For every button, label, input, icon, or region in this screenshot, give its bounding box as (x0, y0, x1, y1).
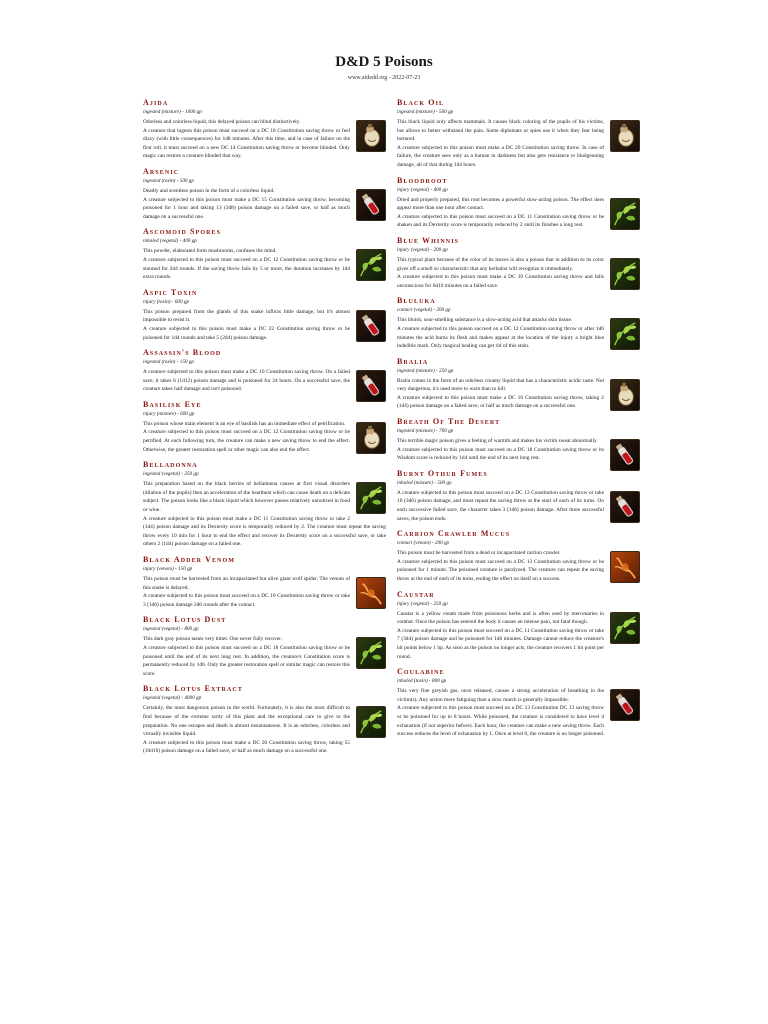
poison-paragraph: Caustar is a yellow cream made from poisonous herbs and is often used by mercenaries in combat. Once the poison has entered the body it causes an intense pain, not fatal though. (397, 610, 604, 626)
poison-description (143, 368, 386, 394)
poison-entry (143, 348, 386, 394)
scroll-icon (356, 120, 386, 152)
vial-icon (610, 689, 640, 721)
poison-name: Belladonna (143, 460, 198, 470)
poison-paragraph: This poison prepared from the glands of this snake inflicts little damage, but it's almost impossible to resist it. (143, 308, 350, 324)
scroll-icon (610, 379, 640, 411)
poison-name: Black Oil (397, 98, 445, 107)
vial-icon (356, 370, 386, 402)
poison-name: Bloodroot (397, 175, 448, 185)
poison-meta: ingested (mixture) - 700 gp (397, 428, 454, 435)
poison-entry (397, 296, 640, 350)
poison-entry (397, 667, 640, 739)
poison-entry (397, 590, 640, 662)
poison-entry (143, 555, 386, 609)
poison-name: Ascomoid Spores (143, 227, 222, 237)
poison-paragraph: A creature subjected to this poison must make a DC 10 Constitution saving throw and falls unconscious for 6d10 minutes on a failed save. (397, 274, 604, 289)
poison-paragraph: Bralia comes in the form of an odorless creamy liquid that has a characteristic acidic taste. Not very dangerous, it's used more to warn than to kill. (397, 377, 604, 393)
poison-meta: inhaled (vegetal) - 400 gp (143, 238, 197, 245)
orange-icon (610, 551, 640, 583)
poison-paragraph: A creature subjected to this poison must succeed on a DC 13 Constitution saving throw or be poisoned for 1 minute. The poisoned creature is paralyzed. The creature can repeat the saving throw at the end of each of its turns, ending the effect on itself on a success. (397, 558, 604, 582)
poison-name: Black Lotus Dust (143, 615, 227, 625)
poison-entry (397, 529, 640, 583)
poison-meta: injury (vegetal) - 200 gp (397, 246, 448, 253)
poison-meta: ingested (mixture) - 1000 gp (143, 109, 202, 115)
poison-description (397, 118, 640, 170)
poison-paragraph: Dried and properly prepared, this root becomes a powerful slow-acting poison. The effect does appear more than one hour after contact. (397, 196, 604, 212)
poison-meta: injury (toxin) - 600 gp (143, 298, 190, 305)
scroll-icon (610, 120, 640, 152)
poison-name: Caustar (397, 589, 435, 599)
poison-description (397, 316, 640, 350)
poison-paragraph: This dark gray poison tastes very bitter. One never fully recover. (143, 636, 282, 643)
poison-paragraph: This poison whose main element is an eye of basilisk has an immediate effect of petrification. (143, 420, 346, 427)
page-subtitle: www.aidedd.org - 2022-07-23 (347, 75, 421, 81)
poison-paragraph: A creature subjected to this poison must make a DC 16 Constitution saving throw, taking 2 (1d4) poison damage on a failed save, or half as much damage on a successful one. (397, 394, 604, 410)
poison-description (143, 420, 386, 454)
poison-paragraph: A creature subjected to this poison must make a DC 20 Constitution saving throw, taking 55 (10d10) poison damage on a failed save, or half as much damage on a successful one. (143, 739, 350, 755)
poison-meta: ingested (mixture) - 250 gp (397, 367, 454, 374)
poison-paragraph: A creature subjected to this poison must make a DC 20 Constitution saving throw. In case of failure, the creature sees only as a human in darkness but also gets resistance to bludgeoning damage, all of that during 1d4 hours. (397, 144, 604, 168)
poison-meta: ingested (vegetal) - 800 gp (143, 626, 199, 633)
poison-name: Arsenic (143, 166, 180, 176)
poison-entry (397, 469, 640, 523)
poison-entry (143, 615, 386, 678)
poison-entry (143, 167, 386, 221)
poison-paragraph: A creature subjected to this poison must succeed on a DC 11 Constitution saving throw or be shaken and its Dexterity score is temporarily reduced by 2 until its finishes a long rest. (397, 213, 604, 229)
poison-description (143, 480, 386, 549)
poison-description (143, 635, 386, 678)
poison-paragraph: A creature subjected to this poison must succeed on a DC 12 Constitution saving throw or be petrified. At each following turn, the creature can make a new saving throw to end the effect. Otherwise, the greater restoration spell or other magic can also end the effect. (143, 429, 350, 453)
poison-description (397, 687, 640, 739)
poison-description (143, 187, 386, 221)
poison-entry (397, 417, 640, 463)
poison-description (143, 704, 386, 756)
leaf-icon (610, 318, 640, 350)
vial-icon (356, 189, 386, 221)
poison-name: Black Adder Venom (143, 555, 236, 564)
poison-meta: ingested (mixture) - 500 gp (397, 109, 454, 115)
poison-paragraph: This terrible magic poison gives a feeling of warmth and makes his victim sweat abnormally. (397, 438, 598, 445)
poison-name: Black Lotus Extract (143, 684, 243, 694)
page-title: D&D 5 Poisons (335, 54, 433, 70)
poison-paragraph: A creature that ingests this poison must succeed on a DC 18 Constitution saving throw or feel dizzy (with little consequences) for 1d8 minutes. After this time, and in case of failure on the first roll, it must succeed on a new DC 14 Constitution saving throw or become blinded. Only magic can restore a creature blinded that way. (143, 127, 350, 160)
poison-entry (397, 357, 640, 411)
poison-description (397, 196, 640, 230)
poison-description (397, 549, 640, 583)
poison-name: Aspic Toxin (143, 287, 198, 297)
poison-description (143, 308, 386, 342)
poison-entry (143, 460, 386, 549)
poison-paragraph: A creature subjected to this poison must succeed on a DC 11 Constitution saving throw or take 7 (3d4) poison damage and be poisoned for 1d6 minutes. Damage cannot reduce the creature's hit points below 1 hp. As soon as the poison no longer acts, the creature recovers 1 hit point per round. (397, 627, 604, 660)
poison-entry (143, 288, 386, 342)
poison-name: Basilisk Eye (143, 399, 202, 409)
poison-meta: ingested (vegetal) - 4000 gp (143, 695, 202, 702)
poison-paragraph: This preparation based on the black berries of belladonna causes at first visual disorders (dilation of the pupils) then an acceleration of the heartbeat which can cause death on a delicate subject. The poison looks like a black liquid which however passes relatively unnoticed in food or wine. (143, 481, 350, 514)
poison-description (397, 437, 640, 463)
poison-entry (143, 400, 386, 454)
leaf-icon (356, 249, 386, 281)
poison-name: Coulabine (397, 667, 445, 677)
poison-paragraph: A creature subjected to this poison must succeed on a DC 18 Constitution saving throw or its Wisdom score is reduced by 1d4 until the end of its next long rest. (397, 446, 604, 462)
leaf-icon (356, 482, 386, 514)
leaf-icon (610, 258, 640, 290)
poison-name: Carrion Crawler Mucus (397, 529, 511, 539)
scroll-icon (356, 422, 386, 454)
poison-paragraph: A creature subjected to this poison must succeed on a DC 12 Constitution saving throw or be stunned for 2d4 rounds. If the saving throw fails by 5 or more, the duration increases by 1d4 extra rounds. (143, 256, 350, 281)
leaf-icon (356, 706, 386, 738)
leaf-icon (610, 612, 640, 644)
poison-description (397, 610, 640, 662)
poison-name: Bluluka (397, 296, 436, 306)
poison-paragraph: Deadly and scentless poison in the form of a colorless liquid. (143, 187, 275, 194)
poison-name: Breath Of The Desert (397, 417, 501, 427)
poison-entry (397, 176, 640, 230)
poison-paragraph: This typical plant because of the color of its leaves is also a poison that in addition to its color gives off a smell so characteristic that any herbalist will recognize it immediately. (397, 256, 604, 272)
poison-description (397, 256, 640, 290)
poison-meta: ingested (vegetal) - 250 gp (143, 471, 199, 478)
poison-entry (397, 236, 640, 290)
poison-name: Burnt Othur Fumes (397, 468, 488, 478)
poison-entry (143, 227, 386, 281)
poison-paragraph: This very fine greyish gas, once released, causes a strong acceleration of breathing in the victim(s). Any action more fatiguing than a slow march is generally impossible. (397, 688, 604, 703)
poison-paragraph: A creature subjected to this poison must succeed on a DC 13 Constitution saving throw or take 10 (3d6) poison damage, and must repeat the saving throw at the start of each of its turns. On each successive failed save, the character takes 3 (1d6) poison damage. After three successful saves, the poison ends. (397, 489, 604, 522)
poison-paragraph: This bluish, sour-smelling substance is a slow-acting acid that attacks skin tissue. (397, 317, 573, 324)
left-column (143, 98, 386, 762)
poison-description (143, 118, 386, 161)
poison-meta: contact (venom) - 200 gp (397, 540, 450, 547)
poison-description (397, 489, 640, 523)
right-column (397, 98, 640, 745)
poison-name: Assassin's Blood (143, 348, 222, 358)
vial-icon (356, 310, 386, 342)
poison-description (143, 575, 386, 609)
poison-name: Bralia (397, 356, 429, 366)
poison-paragraph: A creature subjected to this poison must succeed on a DC 10 Constitution saving throw or take 3 (1d6) poison damage 2d6 rounds after the contact. (143, 593, 350, 608)
poison-meta: injury (vegetal) - 400 gp (397, 186, 448, 193)
poison-meta: inhaled (mixture) - 500 gp (397, 479, 452, 486)
vial-icon (610, 491, 640, 523)
poison-entry (143, 98, 386, 161)
poison-paragraph: A creature subjected to this poison must succeed on a DC 13 Constitution DC 13 saving throw or be poisoned for up to 8 hours. While poisoned, the creature is considered to have level 4 exhaustion (if not superior before). Each hour, the creature can make a new saving throw. Each success reduces the level of exhaustion by 1. Once at level 0, the creature is no longer poisoned. (397, 705, 605, 738)
poison-paragraph: Certainly, the most dangerous poison in the world. Fortunately, it is also the most difficult to find because of the extreme rarity of this plant and the exceptional care to give to the preparation. No one escapes and death is almost instantaneous. It is an odorless, colorless and virtually invisible liquid. (143, 705, 350, 738)
leaf-icon (610, 198, 640, 230)
poison-paragraph: This black liquid only affects mammals. It causes black coloring of the pupils of his victims, but allows to better withstand the pain. Some diplomats or spies use it when they fear being tortured. (397, 119, 604, 143)
poison-name: Blue Whinnis (397, 235, 460, 245)
poison-meta: ingested (toxin) - 150 gp (143, 359, 194, 366)
poison-paragraph: A creature subjected to this poison must make a DC 10 Constitution saving throw. On a failed save, it takes 6 (1d12) poison damage and is poisoned for 24 hours. On a successful save, the creature takes half damage and isn't poisoned. (143, 369, 350, 393)
vial-icon (610, 439, 640, 471)
poison-meta: injury (mixture) - 600 gp (143, 410, 195, 417)
orange-icon (356, 577, 386, 609)
poison-meta: injury (venom) - 150 gp (143, 566, 193, 572)
poison-description (143, 247, 386, 281)
poison-paragraph: A creature subjected to this poison succeed on a DC 12 Constitution saving throw or after 1d6 minutes the acid burns its flesh and makes appear at the location of the injury a bright blue indelible mark. Only magical healing can get rid of this stain. (397, 325, 604, 350)
leaf-icon (356, 637, 386, 669)
poison-paragraph: A creature subjected to this poison must make a DC 11 Constitution saving throw or take 2 (1d4) poison damage and its Dexterity score is temporarily reduced by 2. The creature must repeat the saving throw every 10 min for 1 hour to end the effect and recover its Dexterity score on a successful save, or take others 2 (1d4) poison damage on a failed one. (143, 515, 386, 548)
poison-meta: injury (vegetal) - 250 gp (397, 600, 448, 607)
poison-entry (143, 684, 386, 756)
poison-paragraph: This poison must be harvested from a dead or incapacitated carrion crawler. (397, 550, 561, 557)
poison-paragraph: A creature subjected to this poison must make a DC 15 Constitution saving throw, becoming poisoned for 1 hour and taking 13 (3d8) poison damage on a failed save, or half as much damage on a successful one. (143, 196, 350, 220)
poison-meta: contact (vegetal) - 200 gp (397, 307, 451, 314)
poison-paragraph: This powder, elaborated form mushrooms, confuses the mind. (143, 248, 277, 255)
poison-meta: ingested (toxin) - 500 gp (143, 177, 194, 184)
poison-paragraph: A creature subjected to this poison must succeed on a DC 18 Constitution saving throw or be poisoned until the end of its next long rest. In addition, the creature's Constitution score is permanently reduced by 1d6. Only the greater restoration spell or similar magic can restore this score. (143, 644, 350, 677)
poison-paragraph: A creature subjected to this poison must make a DC 22 Constitution saving throw or be poisoned for 1d4 rounds and take 5 (2d4) poison damage. (143, 325, 350, 341)
poison-paragraph: This poison must be harvested from an incapacitated but alive giant wolf spider. The venom of this snake is delayed. (143, 576, 350, 591)
poison-name: Ajida (143, 98, 169, 107)
poison-entry (397, 98, 640, 170)
poison-meta: inhaled (toxin) - 800 gp (397, 678, 447, 685)
poison-paragraph: Odorless and colorless liquid, this delayed poison can blind distinctively. (143, 119, 301, 125)
poison-description (397, 377, 640, 411)
